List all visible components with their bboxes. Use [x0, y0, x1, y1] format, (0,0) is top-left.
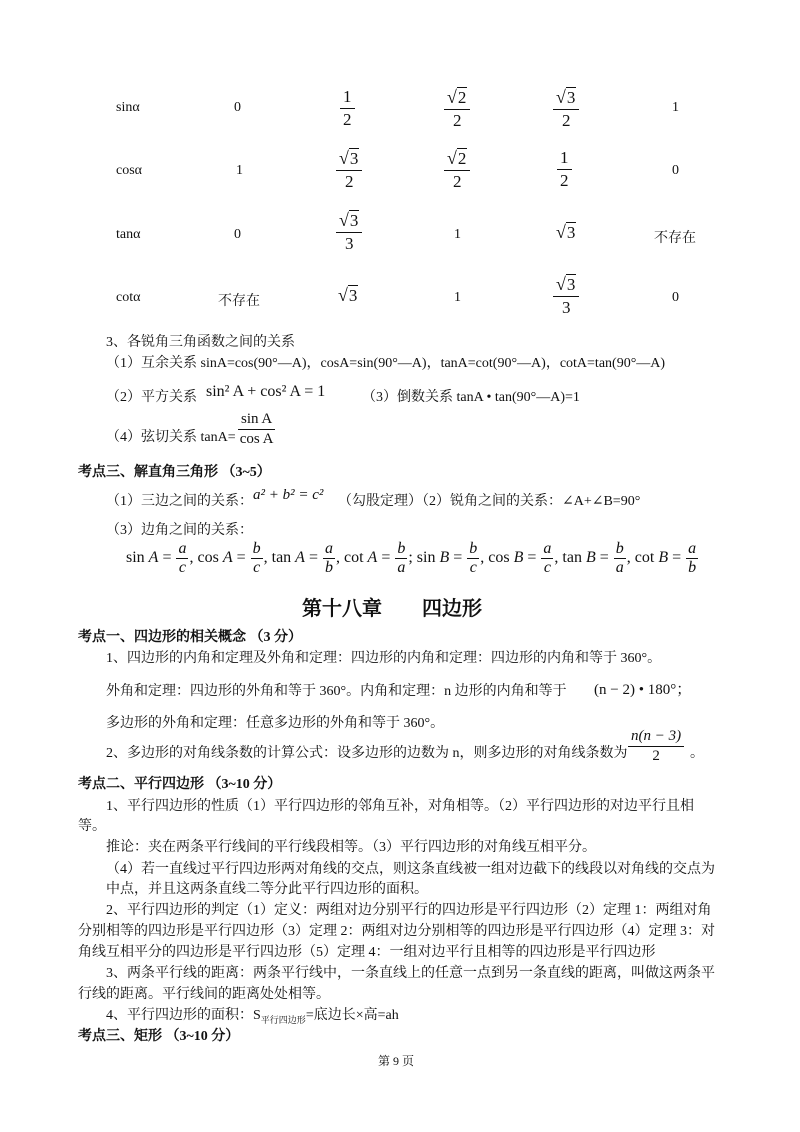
fraction-diagonal-count: [628, 728, 684, 766]
fraction-root2-over-2: $\frac{√2}{2}$: [444, 148, 470, 191]
parallel-line-distance: 3、两条平行线的距离：两条平行线中，一条直线上的任意一点到另一条直线的距离，叫做这两条平: [106, 966, 715, 981]
angle-sum-theorem: 1、四边形的内角和定理及外角和定理：四边形的内角和定理：四边形的内角和等于 360°。: [106, 651, 662, 666]
parallelogram-criteria-cont: 分别相等的四边形是平行四边形（3）定理 2：两组对边分别相等的四边形是平行四边形（4）定理 3：对: [78, 924, 715, 939]
parallelogram-criteria: 2、平行四边形的判定（1）定义：两组对边分别平行的四边形是平行四边形（2）定理 1：两组对角: [106, 903, 712, 918]
parallelogram-property-4: （4）若一直线过平行四边形两对角线的交点，则这条直线被一组对边截下的线段以对角线的交点为: [106, 862, 715, 877]
row-label-cos: cosα: [116, 163, 142, 178]
table-cell: 不存在: [218, 294, 260, 309]
relations-heading: 3、各锐角三角函数之间的关系: [106, 335, 295, 350]
section-heading-parallelogram: 考点二、平行四边形 （3~10 分）: [78, 777, 282, 792]
relation-quotient-label: （4）弦切关系 tanA=: [106, 430, 236, 445]
section-heading-quadrilateral-concepts: 考点一、四边形的相关概念 （3 分）: [78, 630, 302, 645]
area-formula: =底边长×高=ah: [305, 1008, 399, 1023]
parallelogram-properties-cont: 等。: [78, 819, 106, 834]
table-cell: 不存在: [654, 231, 696, 246]
polygon-exterior-angle-theorem: 多边形的外角和定理：任意多边形的外角和等于 360°。: [106, 716, 445, 731]
fraction-root3-over-2: $\frac{√3}{2}$: [336, 148, 362, 191]
area-subscript: 平行四边形: [260, 1014, 306, 1025]
table-cell: 0: [672, 290, 679, 305]
fraction-root3-over-2: $\frac{√3}{2}$: [553, 87, 579, 130]
parallel-line-distance-cont: 行线的距离。平行线间的距离处处相等。: [78, 987, 330, 1002]
table-cell: 1: [236, 163, 243, 178]
table-cell: 1: [454, 227, 461, 242]
section-heading-rectangle: 考点三、矩形 （3~10 分）: [78, 1029, 240, 1044]
chapter-title: 第十八章 四边形: [302, 598, 482, 620]
sqrt-three: √3: [338, 285, 358, 305]
square-formula-text: sin² A + cos² A = 1: [206, 383, 326, 400]
table-cell: 1: [672, 100, 679, 115]
fraction-one-half: $\frac{1}{2}$: [340, 87, 355, 129]
fraction-root3-over-3: $\frac{√3}{3}$: [336, 210, 362, 253]
parallelogram-criteria-cont-2: 角线互相平分的四边形是平行四边形（5）定理 4：一组对边平行且相等的四边形是平行四边形: [78, 945, 656, 960]
page-number: 第 9 页: [378, 1054, 415, 1068]
row-label-cot: cotα: [116, 290, 141, 305]
fraction-numerator: n(n − 3): [628, 728, 684, 747]
fraction-denominator: cos A: [239, 431, 274, 448]
exterior-angle-theorem: 外角和定理：四边形的外角和等于 360°。内角和定理：n 边形的内角和等于: [106, 684, 567, 699]
row-label-sin: sinα: [116, 100, 140, 115]
table-cell: 0: [234, 227, 241, 242]
interior-angle-formula: (n − 2) • 180°；: [594, 682, 692, 698]
relation-reciprocal: （3）倒数关系 tanA • tan(90°—A)=1: [362, 390, 580, 405]
table-cell: 1: [454, 290, 461, 305]
table-cell: 0: [672, 163, 679, 178]
side-relation-label: （1）三边之间的关系：: [106, 494, 253, 509]
fraction-sin-over-cos: [238, 411, 275, 449]
sqrt-three: √3: [556, 222, 576, 242]
side-angle-relation-label: （3）边角之间的关系：: [106, 523, 253, 538]
parallelogram-properties: 1、平行四边形的性质（1）平行四边形的邻角互补，对角相等。（2）平行四边形的对边平行且相: [106, 799, 694, 814]
fraction-denominator: 2: [652, 748, 660, 765]
angle-relation: （勾股定理）（2）锐角之间的关系：∠A+∠B=90°: [338, 494, 641, 509]
row-label-tan: tanα: [116, 227, 141, 242]
fraction-one-half: $\frac{1}{2}$: [557, 148, 572, 190]
area-label: 4、平行四边形的面积：S: [106, 1008, 261, 1023]
section-heading-right-triangle: 考点三、解直角三角形 （3~5）: [78, 465, 271, 480]
relation-square-formula: [206, 383, 325, 401]
parallelogram-area: [106, 1004, 399, 1026]
trig-ratio-formulas: sin A = $\frac{a}{c}$ , cos A = $\frac{b}{c}$ , tan A = $\frac{a}{b}$ , cot A = $\frac{b}{a}$ ; sin B = $\frac{b}{c}$ , cos B = $\frac{a}{c}$ , tan B = $\frac{b}{a}$ , cot B = $\frac{a}{b}$: [126, 540, 697, 576]
fraction-root3-over-3: $\frac{√3}{3}$: [553, 274, 579, 317]
parallelogram-property-4-cont: 中点，并且这两条直线二等分此平行四边形的面积。: [106, 882, 428, 897]
table-cell: 0: [234, 100, 241, 115]
parallelogram-corollary: 推论：夹在两条平行线间的平行线段相等。（3）平行四边形的对角线互相平分。: [106, 840, 596, 855]
pythagoras-formula: a² + b² = c²: [253, 487, 324, 503]
fraction-root2-over-2: $\frac{√2}{2}$: [444, 87, 470, 130]
fraction-numerator: sin A: [238, 411, 275, 430]
relation-square-label: （2）平方关系: [106, 390, 197, 405]
relation-complementary: （1）互余关系 sinA=cos(90°—A)，cosA=sin(90°—A)，tanA=cot(90°—A)，cotA=tan(90°—A): [106, 356, 666, 371]
diagonal-count-formula-text: 2、多边形的对角线条数的计算公式：设多边形的边数为 n，则多边形的对角线条数为: [106, 746, 628, 761]
period-mark: 。: [690, 746, 704, 761]
